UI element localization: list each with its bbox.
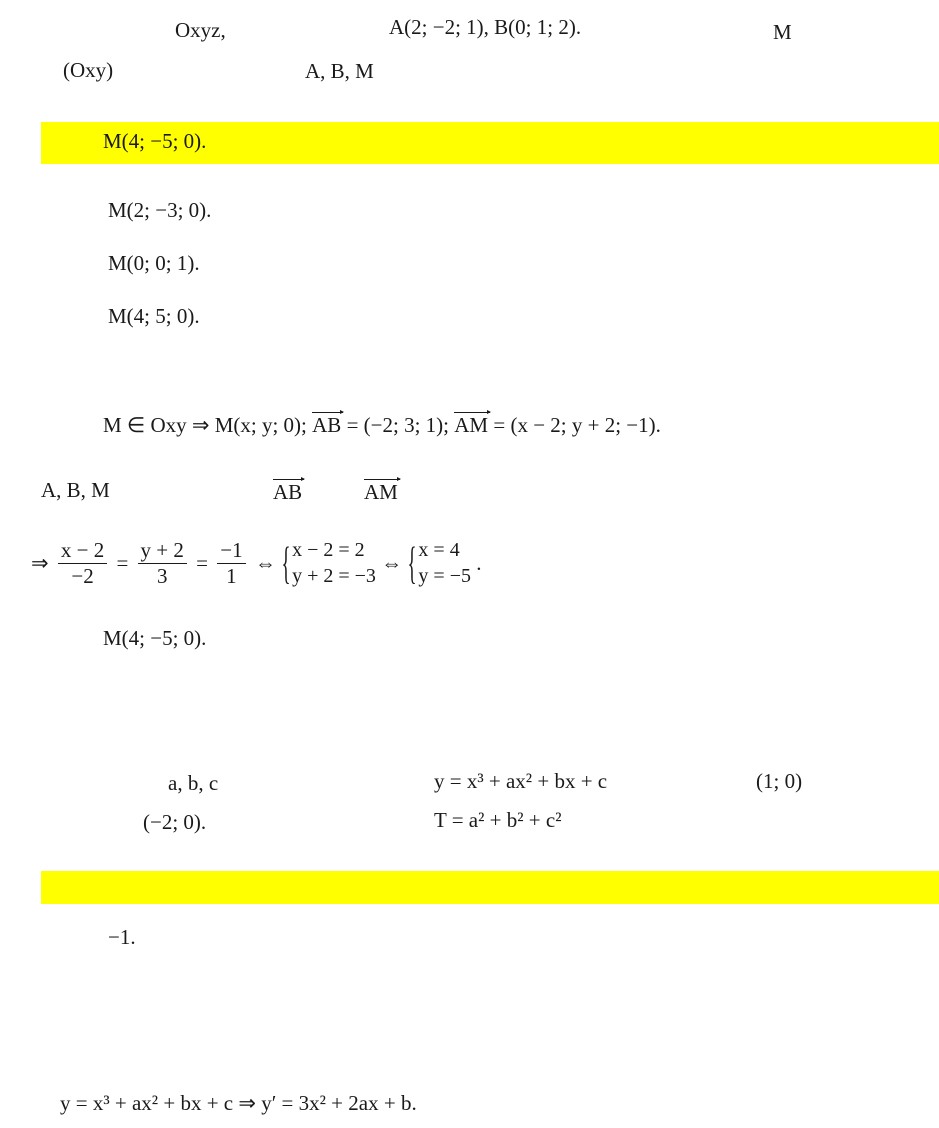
q2-point-2: (−2; 0). <box>143 810 207 834</box>
system-1-row-2: y + 2 = −3 <box>292 564 376 587</box>
q2-parameters: a, b, c <box>168 771 219 795</box>
equals-2: = <box>196 551 208 576</box>
iff-symbol-1: ⇔ <box>254 551 276 576</box>
system-1 <box>281 538 376 589</box>
fraction-3-denominator: 1 <box>217 563 245 589</box>
equals-1: = <box>116 551 129 576</box>
fraction-3 <box>217 538 245 589</box>
implies-symbol: ⇒ <box>31 551 49 576</box>
system-2-row-1: x = 4 <box>418 539 460 561</box>
solution-line-1 <box>103 411 661 438</box>
fraction-2-denominator: 3 <box>138 563 187 589</box>
solution-line-2-vector-ab <box>273 478 302 505</box>
answer-choice-a[interactable]: M(4; −5; 0). <box>103 129 207 153</box>
q1-collinear-points: A, B, M <box>305 59 374 83</box>
system-1-row-1: x − 2 = 2 <box>292 539 365 561</box>
vector-ab-2-label: AB <box>273 480 303 504</box>
highlight-band-q2 <box>41 871 939 904</box>
answer-choice-c[interactable]: M(0; 0; 1). <box>108 251 200 275</box>
q1-points-ab: A(2; −2; 1), B(0; 1; 2). <box>389 15 582 39</box>
system-1-rows <box>281 538 376 589</box>
solution-answer: M(4; −5; 0). <box>103 626 207 650</box>
brace-glyph-1: { <box>281 536 291 589</box>
vector-ab-2 <box>273 478 302 505</box>
vector-am-2 <box>364 478 398 505</box>
brace-glyph-2: { <box>407 536 418 589</box>
q2-function: y = x³ + ax² + bx + c <box>434 769 608 793</box>
vector-ab <box>312 411 341 438</box>
trailing-period: . <box>476 551 482 576</box>
system-2 <box>407 538 471 589</box>
solution-line-2-points: A, B, M <box>41 478 110 502</box>
fraction-3-numerator: −1 <box>220 538 243 563</box>
system-2-rows <box>407 538 471 589</box>
fraction-1 <box>58 538 107 589</box>
q2-solution-derivative: y = x³ + ax² + bx + c ⇒ y′ = 3x² + 2ax + b. <box>60 1091 417 1115</box>
fraction-1-denominator: −2 <box>58 563 107 589</box>
fraction-2-numerator: y + 2 <box>140 538 184 563</box>
vector-am <box>454 411 488 438</box>
iff-symbol-2: ⇔ <box>381 551 403 576</box>
vector-ab-value: = (−2; 3; 1); <box>346 413 450 437</box>
solution-line-1-text: M ∈ Oxy ⇒ M(x; y; 0); <box>103 413 307 437</box>
q1-plane-oxy: (Oxy) <box>63 58 114 82</box>
vector-am-label: AM <box>454 413 489 437</box>
fraction-2 <box>138 538 187 589</box>
fraction-1-numerator: x − 2 <box>60 538 105 563</box>
q1-coordinate-system: Oxyz, <box>175 18 226 42</box>
equation-chain <box>31 538 481 589</box>
vector-ab-label: AB <box>312 413 342 437</box>
system-2-row-2: y = −5 <box>418 564 471 587</box>
answer-choice-d[interactable]: M(4; 5; 0). <box>108 304 200 328</box>
q2-value: −1. <box>108 925 136 949</box>
answer-choice-b[interactable]: M(2; −3; 0). <box>108 198 212 222</box>
q2-expression: T = a² + b² + c² <box>434 808 562 832</box>
q1-point-m: M <box>773 20 792 44</box>
q2-point-1: (1; 0) <box>756 769 803 793</box>
vector-am-2-label: AM <box>364 480 398 504</box>
solution-line-2-vector-am <box>364 478 398 505</box>
vector-am-value: = (x − 2; y + 2; −1). <box>493 413 661 437</box>
